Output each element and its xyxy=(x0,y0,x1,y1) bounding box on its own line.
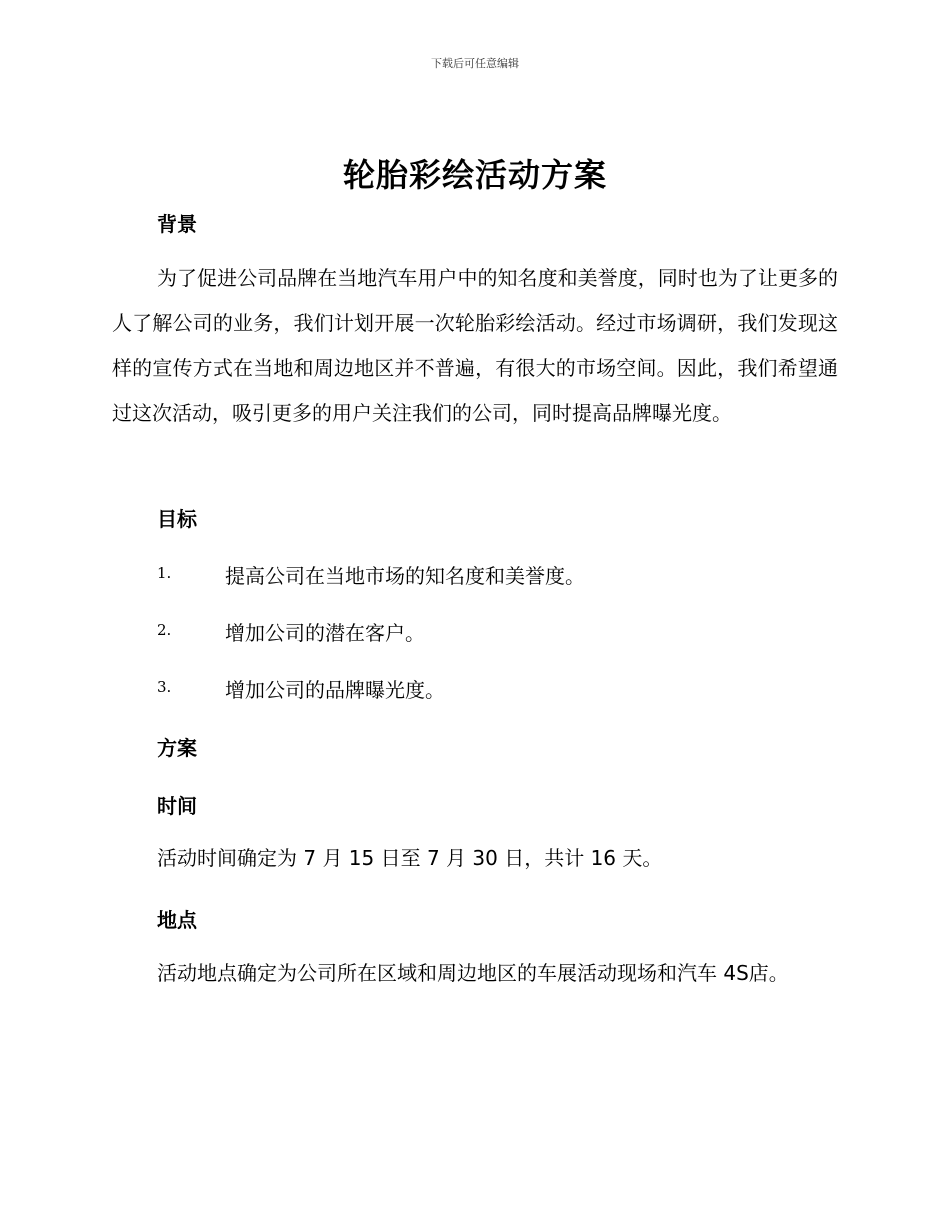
list-text: 增加公司的潜在客户。 xyxy=(225,621,425,645)
goal-list-item xyxy=(157,617,837,647)
subheading-location: 地点 xyxy=(157,908,197,932)
goal-list-item xyxy=(157,674,837,704)
list-text: 增加公司的品牌曝光度。 xyxy=(225,678,445,702)
goal-list-item xyxy=(157,560,837,590)
list-number: 1. xyxy=(157,564,172,582)
section-heading-plan: 方案 xyxy=(157,736,197,760)
list-number: 2. xyxy=(157,621,172,639)
section-heading-background: 背景 xyxy=(157,212,197,236)
background-paragraph: 为了促进公司品牌在当地汽车用户中的知名度和美誉度，同时也为了让更多的人了解公司的业务，我们计划开展一次轮胎彩绘活动。经过市场调研，我们发现这样的宣传方式在当地和周边地区并不普遍，有很大的市场空间。因此，我们希望通过这次活动，吸引更多的用户关注我们的公司，同时提高品牌曝光度。 xyxy=(112,266,838,425)
location-paragraph: 活动地点确定为公司所在区域和周边地区的车展活动现场和汽车 4S店。 xyxy=(157,961,789,985)
section-heading-goals: 目标 xyxy=(157,507,197,531)
header-note: 下载后可任意编辑 xyxy=(431,57,519,70)
list-text: 提高公司在当地市场的知名度和美誉度。 xyxy=(225,564,585,588)
subheading-time: 时间 xyxy=(157,794,197,818)
time-paragraph: 活动时间确定为 7 月 15 日至 7 月 30 日，共计 16 天。 xyxy=(157,846,663,870)
list-number: 3. xyxy=(157,678,172,696)
document-title: 轮胎彩绘活动方案 xyxy=(342,156,607,194)
